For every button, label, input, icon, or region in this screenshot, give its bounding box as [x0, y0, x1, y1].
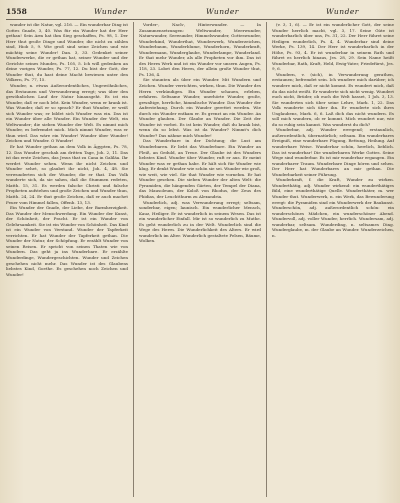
paragraph: Wunderlich, adj. was Verwunderung erregt; seltsam, sonderbar, eigen; launisch. Ein wunderlicher Mensch, Kauz, Heiliger. Er ist wunderlich in seinem Wesen. Das ist ein wunderlicher Einfall. Mir ist so wunderlich zu Muthe. Es geht wunderlich zu in der Welt. Wunderlich sind die Wege des Herrn. Die Wunderlichkeit des Alters. Er wird wunderlich im Alter. Wunderlich gestaltete Felsen, Bäume, Wolken.: [139, 199, 261, 244]
running-head-left: Wunder: [94, 7, 127, 16]
running-head-middle: Wunder: [206, 7, 239, 16]
page-header: [6, 6, 394, 18]
paragraph: Wunderbar, adj. Wunder erregend; erstaunlich, außerordentlich, übernatürlich; seltsam. Ein wunderbares Ereigniß, eine wunderbare Fügung, Rettung, Heilung. Auf wunderbare Weise. Wunderbar schön, herrlich, lieblich. Das ist wunderbar! Die wunderbaren Werke Gottes. Seine Wege sind wunderbar. Es ist mir wunderbar ergangen. Ein wunderbarer Traum. Wunderbare Dinge hören und sehen. Der Herr hat Wunderbares an mir gethan. Die Wunderbarkeit seiner Führung.: [272, 127, 394, 177]
header-rule: [6, 19, 394, 20]
paragraph: (v. 3, 1, 6). — Er ist ein wunderlicher Gott, der seine Wunder herrlich macht, vgl. 3, 17. Seine Güte ist wunderbarlich über uns, Ps. 31, 22. Der Herr führet seine Heiligen wunderlich, Ps. 4, 4. Wunderbar sind deine Werke, Ps. 139, 14. Der Herr ist wunderbarlich in der Höhe, Ps. 93, 4. Er ist wunderbar in seinem Rath und führet es herrlich hinaus, Jes. 28, 29. Sein Name heißt Wunderbar, Rath, Kraft, Held, Ewig-Vater, Friedefürst, Jes. 9, 6.: [272, 22, 394, 72]
paragraph: Wunder, n. etwas Außerordentliches, Ungewöhnliches, das Erstaunen und Verwunderung erregt; was über den gewöhnlichen Lauf der Natur hinausgeht. Es ist ein Wunder, daß er noch lebt. Kein Wunder, wenn er krank ist. Was Wunder, daß er so sprach? Er thut Wunder, er weiß sich Wunder was; er bildet sich Wunder was ein. Das ist ein Wunder über alle Wunder. Ein Wunder der Welt, ein Weltwunder; die sieben Wunder der Welt. Es nimmt mich Wunder, es befremdet mich. Mich nimmt Wunder, was er thun wird. Das wäre ein Wunder! Wunder über Wunder! Zeichen und Wunder. O Wunder!: [6, 83, 128, 144]
paragraph: Ein Wunder der Gnade, der Liebe, der Barmherzigkeit. Das Wunder der Menschwerdung. Ein Wunder der Kunst, der Schönheit, der Pracht. Er ist ein Wunder von Gelehrsamkeit. Sie ist ein Wunder von Schönheit. Das Kind ist ein Wunder von Verstand. Wunder der Tapferkeit verrichten. Er hat Wunder der Tapferkeit gethan. Die Wunder der Natur, der Schöpfung. Er erzählt Wunder von seinen Reisen. Er spricht von seinen Thaten wie von Wundern. Das geht ja ins Wunderbare. Er erzählte Wunderdinge, Wundergeschichten. Wunder und Zeichen geschehen nicht mehr. Das Wunder ist des Glaubens liebstes Kind, Goethe. Es geschehen noch Zeichen und Wunder!: [6, 205, 128, 277]
text-column-1: [6, 22, 128, 497]
paragraph: Sie staunten als über ein Wunder. Mit Wundern und Zeichen. Wunder verrichten, wirken, thun. Die Wunder des Herrn verkündigen. Ein Wunder schauen, erleben, erfahren. Seltsame Wunder, unerhörte Wunder, große, gewaltige, herrliche, himmlische Wunder. Das Wunder der Auferstehung. Durch ein Wunder gerettet werden. Wie durch ein Wunder entkam er. Es grenzt an ein Wunder. An Wunder glauben. Der Glaube an Wunder. Die Zeit der Wunder ist vorbei. Es ist kein Wunder, daß du krank bist, wenn du so lebst. Was ist da Wunder? Nimmt's dich Wunder? Das nähme mich Wunder!: [139, 77, 261, 138]
column-divider: [266, 22, 267, 497]
paragraph: Er hat Wunder gethan an dem Volk in Ägypten, Ps. 78, 12. Das Wunder geschah am dritten Tage, Joh. 2, 11. Das ist das erste Zeichen, das Jesus that zu Cana in Galiläa. Ihr werdet Wunder sehen. Wenn ihr nicht Zeichen und Wunder sehet, so glaubet ihr nicht, Joh. 4, 48. Sie verwunderten sich der Wunder, die er that. Das Volk wunderte sich, da sie sahen, daß die Stummen redeten, Matth. 15, 31. Es werden falsche Christi und falsche Propheten aufstehen und große Zeichen und Wunder thun, Matth. 24, 24. Er thut große Zeichen, daß er auch machet Feuer vom Himmel fallen, Offenb. 13, 13.: [6, 144, 128, 205]
text-column-3: [272, 22, 394, 497]
column-divider: [133, 22, 134, 497]
paragraph: Wundern, v. (sich), in Verwunderung gerathen, erstaunen; befremdet sein. Ich wundere mich darüber; ich wundere mich, daß er nicht kommt. Es wundert mich, daß du das nicht weißt. Er wunderte sich nicht wenig. Wundert euch nicht, Brüder, ob euch die Welt hasset, 1 Joh. 3, 13. Sie wunderten sich über seine Lehre, Mark. 1, 22. Das Volk wunderte sich über ihn. Er wunderte sich ihres Unglaubens, Mark. 6, 6. Laß dich das nicht wundern. Es soll mich wundern, ob er kommt. Mich wundert nur, wie du so ruhig sein kannst. Was wunderst du dich?: [272, 71, 394, 127]
text-columns: [6, 22, 394, 497]
paragraph: Wunderkraft, f. die Kraft, Wunder zu wirken. Wunderthätig, adj. Wunder wirkend: ein wunderthätiges Bild, eine wunderthätige Quelle. Wunderthäter, m. wer Wunder thut. Wunderwerk, n. ein Werk, das Bewunderung erregt: die Pyramiden sind ein Wunderwerk der Baukunst. Wunderschön, adj. außerordentlich schön: ein wunderschönes Mädchen, ein wunderschöner Abend. Wundervoll, adj. voller Wunder, herrlich. Wundersam, adj. wunderbar, seltsam. Wunderding, n. seltsames Ding. Wunderglaube, m. der Glaube an Wunder. Wunderzeichen, n.: [272, 177, 394, 238]
paragraph: wunder ist die Natur, vgl. 216. — Ein wunderbar Ding ist Gottes Gnade, 3, 40. Was für ein Wunder hat der Herr gethan! Sein Arm hat ihm Sieg geschaffen, Ps. 98, 1. Der Herr thut große Dinge und Wunder, die nicht zu zählen sind, Hiob 5, 9. Wie groß sind seine Zeichen und wie mächtig seine Wunder! Dan. 3, 33. Gedenket seiner Wunderwerke, die er gethan hat, seiner Wunder und der Gerichte seines Mundes, Ps. 105, 5. Ich will gedenken an deine vorigen Wunder, Ps. 77, 12. Du bist der Gott, der Wunder thut, du hast deine Macht bewiesen unter den Völkern, Ps. 77, 15.: [6, 22, 128, 83]
paragraph: Vorder-, Nach-, Hinterwunder. — In Zusammensetzungen: Weltwunder, Meerwunder, Naturwunder, Seewunder, Himmelswunder, Gotteswunder, Wunderkind, Wunderthat, Wunderwerk, Wunderzeichen, Wunderbaum, Wunderblume, Wunderhorn, Wunderkraft, Wundermann, Wunderglaube, Wunderlampe, Wunderland. Er that mehr Wunder, als alle Propheten vor ihm. Das ist des Herrn Werk und ist ein Wunder vor unsern Augen, Ps. 118, 23. Lobet den Herrn, der allein große Wunder thut, Ps. 136, 4.: [139, 22, 261, 77]
running-head-right: Wunder: [326, 7, 359, 16]
text-column-2: [139, 22, 261, 497]
page-number: 1558: [6, 7, 27, 16]
paragraph: Das Wunderbare in der Dichtung; die Lust am Wunderbaren. Er liebt das Wunderbare. Ein Wunder an Fleiß, an Geduld, an Treue. Der Glaube ist des Wunders liebstes Kind. Wunder über Wunder, ruft er aus. Er meint Wunder was er gethan habe. Er hält sich für Wunder wie klug. Er denkt Wunder wie schön sie sei. Wunder wie groß, wie weit, wie viel. Sie that Wunder wie vornehm. Er hat Wunder gesehen. Die sieben Wunder der alten Welt: die Pyramiden, die hängenden Gärten, der Tempel der Diana, das Mausoleum, der Koloß von Rhodus, der Zeus des Phidias, der Leuchtthurm zu Alexandria.: [139, 138, 261, 199]
